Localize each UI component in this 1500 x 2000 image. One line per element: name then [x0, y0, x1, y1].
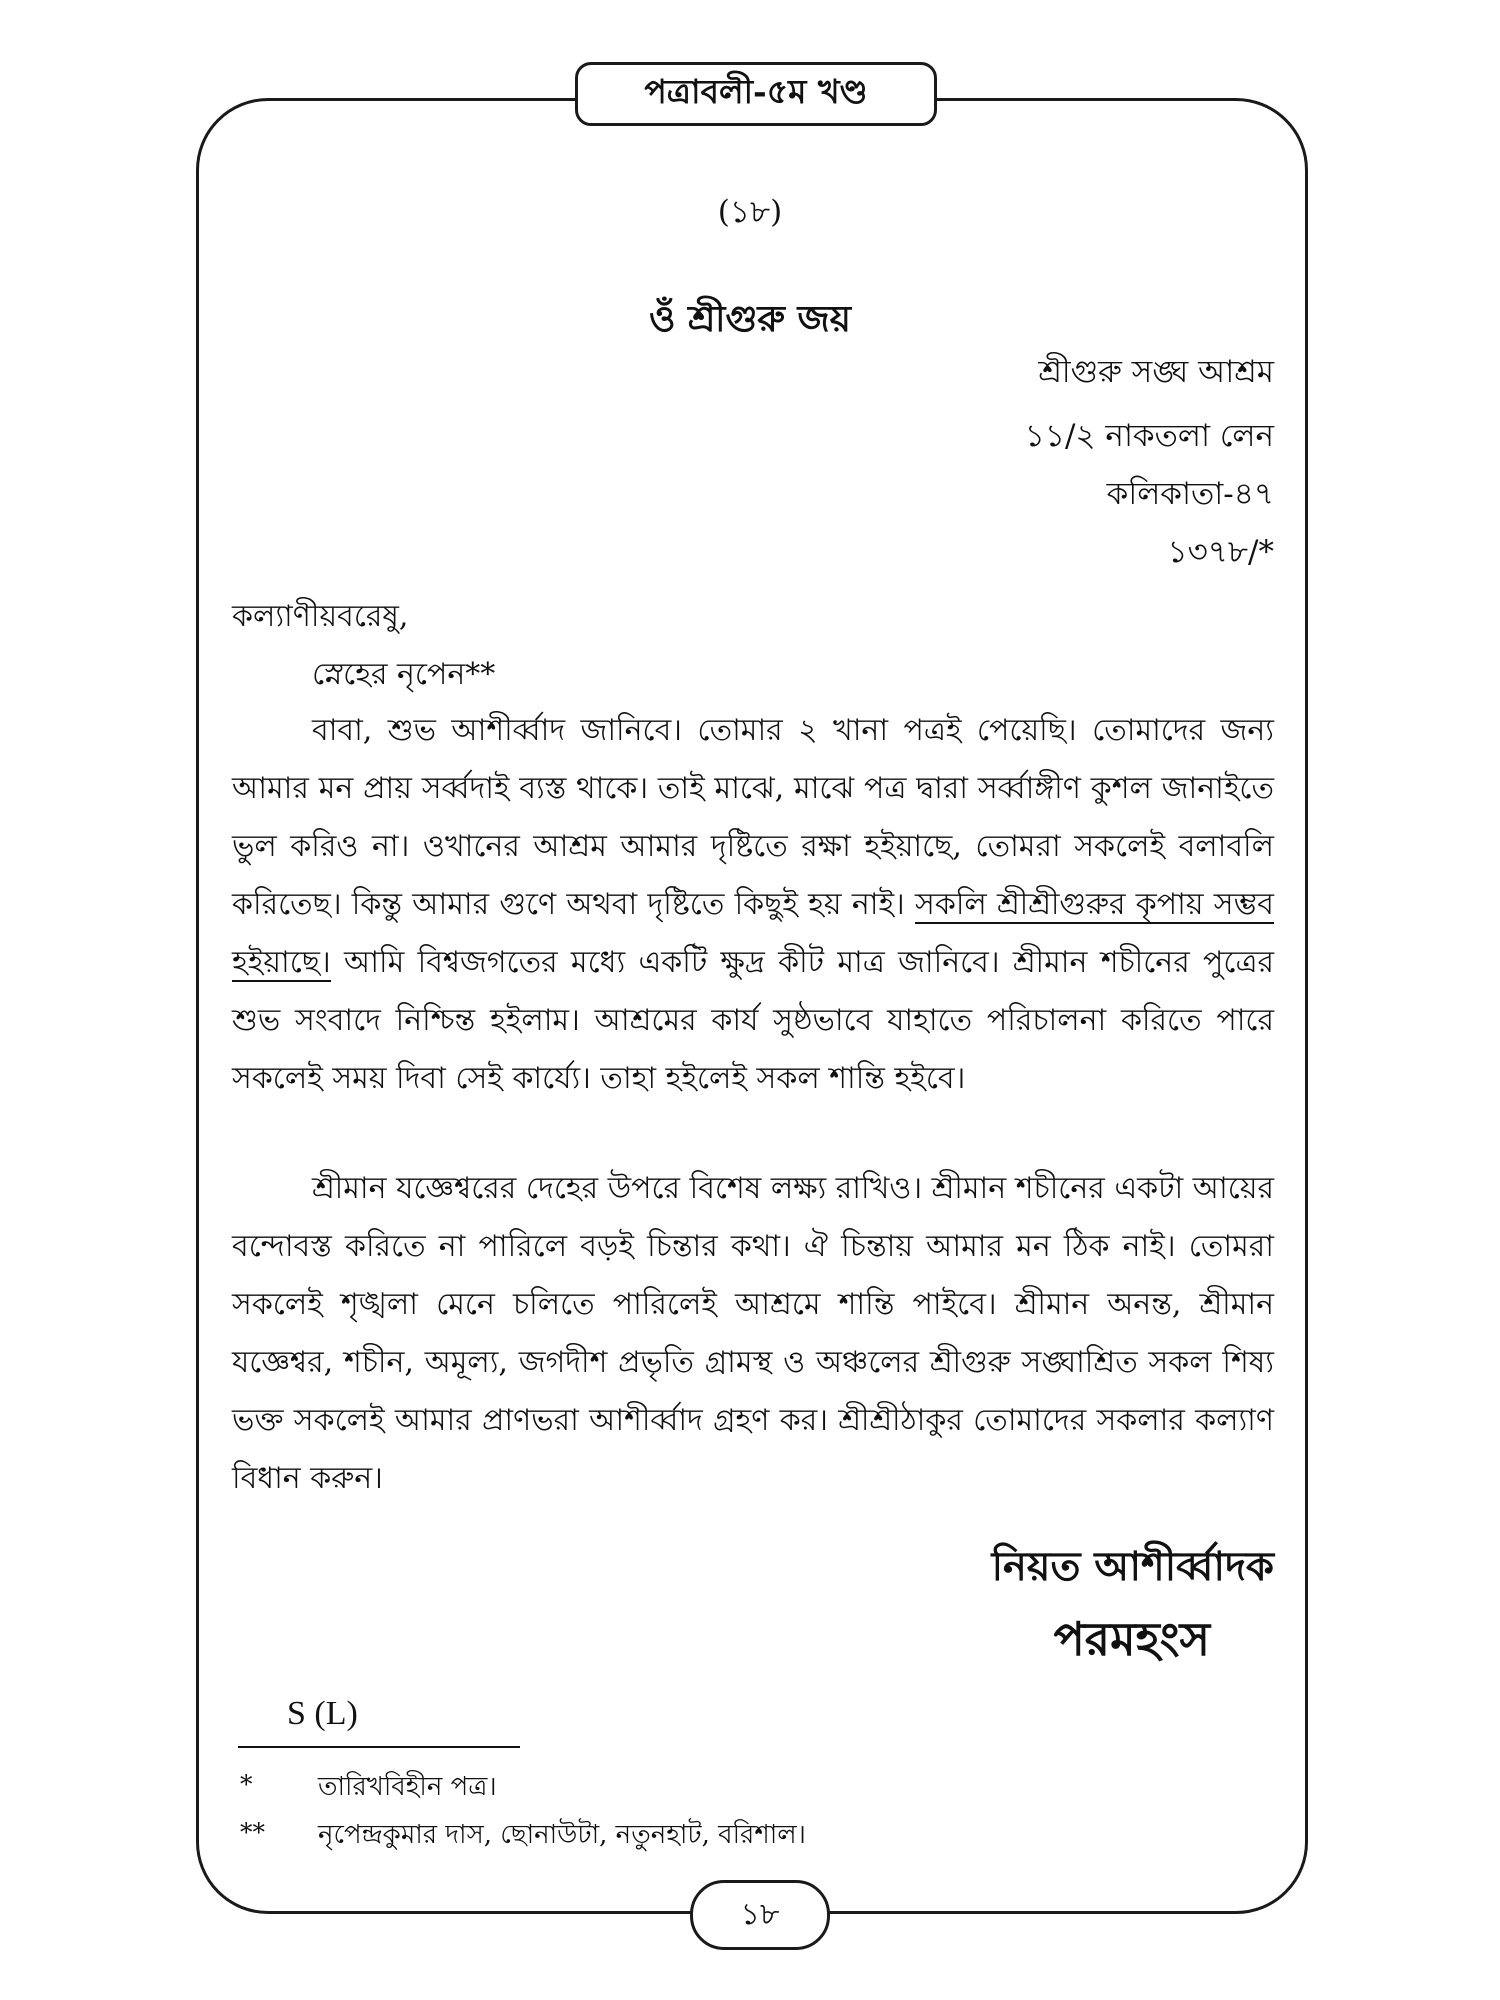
footnote-divider: [238, 1746, 520, 1748]
source-code: S (L): [287, 1695, 358, 1732]
closing: নিয়ত আশীর্ব্বাদক: [991, 1543, 1274, 1590]
paragraph-1-text-end: আমি বিশ্বজগতের মধ্যে একটি ক্ষুদ্র কীট মাত্র জানিবে। শ্রীমান শচীনের পুত্রের শুভ সংবাদে নিশ্চিন্ত হইলাম। আশ্রমের কার্য সুষ্ঠভাবে যাহাতে পরিচালনা করিতে পারে সকলেই সময় দিবা সেই কার্য্যে। তাহা হইলেই সকল শান্তি হইবে।: [232, 945, 1274, 1096]
underlined-sentence: সকলি শ্রীশ্রীগুরুর কৃপায় সম্ভব হইয়াছে।: [232, 887, 1274, 980]
invocation: ওঁ শ্রীগুরু জয়: [649, 298, 851, 340]
footnote-1-text: তারিখবিহীন পত্র।: [318, 1772, 497, 1802]
paragraph-1-text-start: বাবা, শুভ আশীর্ব্বাদ জানিবে। তোমার ২ খানা পত্রই পেয়েছি। তোমাদের জন্য আমার মন প্রায় সর্ব্বদাই ব্যস্ত থাকে। তাই মাঝে, মাঝে পত্র দ্বারা সর্ব্বাঙ্গীণ কুশল জানাইতে ভুল করিও না। ওখানের আশ্রম আমার দৃষ্টিতে রক্ষা হইয়াছে, তোমরা সকলেই বলাবলি করিতেছ। কিন্তু আমার গুণে অথবা দৃষ্টিতে কিছুই হয় নাই।: [232, 713, 1274, 922]
book-title-header: [575, 62, 937, 126]
letter-date: ১৩৭৮/*: [1167, 534, 1274, 570]
signature: পরমহংস: [1053, 1612, 1210, 1666]
addressee: স্নেহের নৃপেন**: [312, 657, 496, 692]
letter-paragraph-2: [232, 1160, 1274, 1508]
address-line-3: কলিকাতা-৪৭: [1106, 476, 1274, 512]
letter-paragraph-1: [232, 702, 1274, 1108]
page-number: ১৮: [740, 1896, 780, 1932]
book-title: পত্রাবলী-৫ম খণ্ড: [644, 72, 868, 111]
letter-number: (১৮): [717, 194, 783, 230]
salutation: কল্যাণীয়বরেষু,: [232, 599, 409, 634]
address-line-1: শ্রীগুরু সঙ্ঘ আশ্রম: [1038, 354, 1274, 390]
footnote-2-text: নৃপেন্দ্রকুমার দাস, ছোনাউটা, নতুনহাট, বরিশাল।: [318, 1820, 806, 1850]
page-number-box: [690, 1880, 830, 1950]
paragraph-2-text: শ্রীমান যজ্ঞেশ্বরের দেহের উপরে বিশেষ লক্ষ্য রাখিও। শ্রীমান শচীনের একটা আয়ের বন্দোবস্ত করিতে না পারিলে বড়ই চিন্তার কথা। ঐ চিন্তায় আমার মন ঠিক নাই। তোমরা সকলেই শৃঙ্খলা মেনে চলিতে পারিলেই আশ্রমে শান্তি পাইবে। শ্রীমান অনন্ত, শ্রীমান যজ্ঞেশ্বর, শচীন, অমূল্য, জগদীশ প্রভৃতি গ্রামস্থ ও অঞ্চলের শ্রীগুরু সঙ্ঘাশ্রিত সকল শিষ্য ভক্ত সকলেই আমার প্রাণভরা আশীর্ব্বাদ গ্রহণ কর। শ্রীশ্রীঠাকুর তোমাদের সকলার কল্যাণ বিধান করুন।: [232, 1171, 1274, 1496]
footnote-1-mark: *: [240, 1770, 253, 1799]
footnote-2-mark: **: [240, 1818, 265, 1847]
address-line-2: ১১/২ নাকতলা লেন: [1024, 418, 1274, 454]
